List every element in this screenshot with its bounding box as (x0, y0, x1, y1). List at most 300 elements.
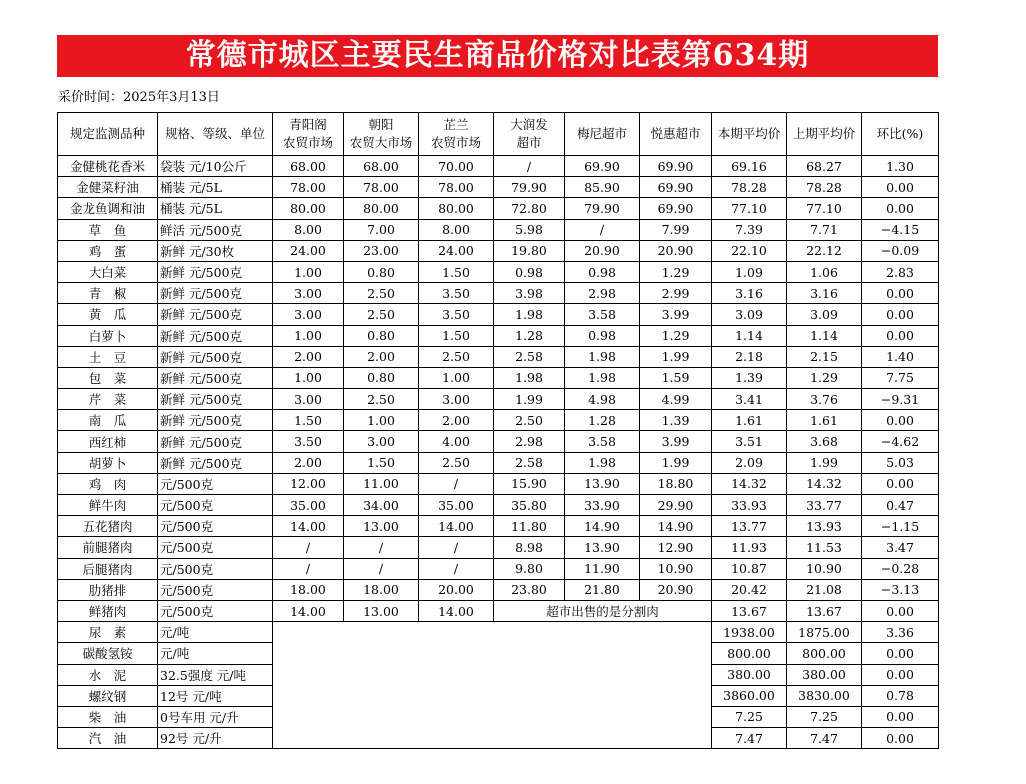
table-cell: 14.32 (787, 473, 862, 494)
column-header: 大润发 超市 (494, 113, 565, 156)
table-cell: 3.47 (862, 537, 939, 558)
table-cell: 68.00 (273, 156, 344, 177)
table-cell: 水 泥 (58, 664, 158, 685)
table-cell: 10.90 (640, 558, 712, 579)
table-cell: 1.06 (787, 261, 862, 282)
table-cell: 72.80 (494, 198, 565, 219)
table-cell: 桶装 元/5L (158, 198, 273, 219)
table-cell: 4.99 (640, 389, 712, 410)
table-row (58, 346, 939, 367)
table-cell: 柴 油 (58, 706, 158, 727)
table-cell: 3.16 (712, 283, 787, 304)
table-cell: 元/500克 (158, 495, 273, 516)
table-row (58, 431, 939, 452)
table-cell: 1.09 (712, 261, 787, 282)
table-cell: 13.00 (344, 516, 419, 537)
column-header: 规格、等级、单位 (158, 113, 273, 156)
table-cell: 78.00 (419, 177, 494, 198)
table-cell: 21.80 (565, 579, 640, 600)
table-cell: 金健桃花香米 (58, 156, 158, 177)
table-cell: 0.00 (862, 304, 939, 325)
table-cell: 金健菜籽油 (58, 177, 158, 198)
table-cell: ∕ (565, 219, 640, 240)
table-cell: 0.00 (862, 473, 939, 494)
table-cell: 3.68 (787, 431, 862, 452)
table-cell: 0.00 (862, 643, 939, 664)
table-cell: 11.53 (787, 537, 862, 558)
table-cell: 3.99 (640, 431, 712, 452)
table-cell: 800.00 (712, 643, 787, 664)
table-cell: 13.77 (712, 516, 787, 537)
table-cell: 2.58 (494, 452, 565, 473)
table-cell: 3.09 (787, 304, 862, 325)
table-cell: 1.00 (344, 410, 419, 431)
table-cell: 23.00 (344, 240, 419, 261)
table-cell: ∕ (344, 537, 419, 558)
table-cell: −9.31 (862, 389, 939, 410)
table-cell: 34.00 (344, 495, 419, 516)
table-cell: 33.93 (712, 495, 787, 516)
table-cell: 2.83 (862, 261, 939, 282)
table-cell: 2.00 (419, 410, 494, 431)
table-cell: 1.39 (640, 410, 712, 431)
table-row (58, 219, 939, 240)
table-cell: 1.30 (862, 156, 939, 177)
table-cell: 69.90 (640, 177, 712, 198)
table-cell: 新鲜 元/30枚 (158, 240, 273, 261)
table-cell: 80.00 (273, 198, 344, 219)
table-cell: 3.16 (787, 283, 862, 304)
table-cell: 11.93 (712, 537, 787, 558)
table-cell: 78.00 (273, 177, 344, 198)
table-cell: 2.98 (494, 431, 565, 452)
table-row (58, 495, 939, 516)
table-cell: 15.90 (494, 473, 565, 494)
table-cell: 2.50 (419, 452, 494, 473)
table-cell: 青 椒 (58, 283, 158, 304)
table-cell: 新鲜 元/500克 (158, 367, 273, 388)
table-cell: 1.14 (712, 325, 787, 346)
table-cell: 80.00 (344, 198, 419, 219)
blank-cell (273, 643, 712, 664)
table-cell: 1.59 (640, 367, 712, 388)
table-cell: 10.87 (712, 558, 787, 579)
table-cell: 77.10 (712, 198, 787, 219)
table-cell: 3.09 (712, 304, 787, 325)
table-row (58, 304, 939, 325)
table-cell: 20.90 (640, 579, 712, 600)
page-title: 常德市城区主要民生商品价格对比表第634期 (57, 35, 938, 77)
table-cell: 1.99 (787, 452, 862, 473)
table-row (58, 452, 939, 473)
table-cell: 79.90 (565, 198, 640, 219)
table-cell: 2.00 (273, 452, 344, 473)
table-cell: 1.50 (273, 410, 344, 431)
table-cell: −4.62 (862, 431, 939, 452)
table-cell: 3.00 (273, 283, 344, 304)
table-cell: 鸡 肉 (58, 473, 158, 494)
table-cell: 1.29 (640, 325, 712, 346)
blank-cell (273, 706, 712, 727)
table-cell: 尿 素 (58, 622, 158, 643)
table-row (58, 685, 939, 706)
table-cell: 2.99 (640, 283, 712, 304)
table-cell: 3.50 (273, 431, 344, 452)
table-cell: 3.00 (273, 304, 344, 325)
table-cell: 1.50 (419, 325, 494, 346)
table-cell: 92号 元/升 (158, 728, 273, 749)
table-cell: 0号车用 元/升 (158, 706, 273, 727)
table-cell: −0.09 (862, 240, 939, 261)
table-cell: 1.00 (273, 367, 344, 388)
table-cell: 3.50 (419, 283, 494, 304)
column-header: 上期平均价 (787, 113, 862, 156)
table-cell: 7.00 (344, 219, 419, 240)
table-cell: 7.25 (787, 706, 862, 727)
table-row (58, 177, 939, 198)
table-cell: −0.28 (862, 558, 939, 579)
table-cell: 12号 元/吨 (158, 685, 273, 706)
table-row (58, 728, 939, 749)
table-cell: 0.98 (494, 261, 565, 282)
table-cell: 22.10 (712, 240, 787, 261)
table-cell: 11.80 (494, 516, 565, 537)
table-cell: 新鲜 元/500克 (158, 261, 273, 282)
table-cell: 元/500克 (158, 537, 273, 558)
table-cell: 包 菜 (58, 367, 158, 388)
table-cell: 5.98 (494, 219, 565, 240)
table-cell: ∕ (273, 537, 344, 558)
table-cell: 14.00 (273, 600, 344, 621)
table-cell: 2.00 (273, 346, 344, 367)
table-cell: 32.5强度 元/吨 (158, 664, 273, 685)
table-cell: 3.41 (712, 389, 787, 410)
table-cell: 0.80 (344, 261, 419, 282)
table-row (58, 622, 939, 643)
table-cell: 1.29 (787, 367, 862, 388)
table-row (58, 389, 939, 410)
table-cell: 7.47 (712, 728, 787, 749)
table-row (58, 473, 939, 494)
table-cell: 元/500克 (158, 600, 273, 621)
table-cell: 0.00 (862, 177, 939, 198)
table-cell: 8.00 (273, 219, 344, 240)
table-cell: 4.00 (419, 431, 494, 452)
table-cell: 白萝卜 (58, 325, 158, 346)
table-cell: 1.99 (494, 389, 565, 410)
column-header: 青阳阁 农贸市场 (273, 113, 344, 156)
table-cell: 1938.00 (712, 622, 787, 643)
table-row (58, 261, 939, 282)
table-cell: 元/吨 (158, 622, 273, 643)
table-cell: 1.98 (565, 452, 640, 473)
table-cell: 22.12 (787, 240, 862, 261)
table-row (58, 579, 939, 600)
table-cell: 2.50 (344, 304, 419, 325)
table-cell: 南 瓜 (58, 410, 158, 431)
table-cell: 后腿猪肉 (58, 558, 158, 579)
table-cell: 桶装 元/5L (158, 177, 273, 198)
table-cell: 11.00 (344, 473, 419, 494)
table-cell: ∕ (273, 558, 344, 579)
table-cell: 汽 油 (58, 728, 158, 749)
table-cell: 五花猪肉 (58, 516, 158, 537)
table-row (58, 156, 939, 177)
table-row (58, 325, 939, 346)
table-cell: 68.00 (344, 156, 419, 177)
table-cell: 0.00 (862, 664, 939, 685)
table-cell: 18.80 (640, 473, 712, 494)
table-cell: −1.15 (862, 516, 939, 537)
table-cell: 0.00 (862, 706, 939, 727)
table-cell: 2.00 (344, 346, 419, 367)
table-cell: 1.99 (640, 452, 712, 473)
table-cell: 4.98 (565, 389, 640, 410)
table-cell: 13.00 (344, 600, 419, 621)
table-cell: 20.00 (419, 579, 494, 600)
table-cell: 9.80 (494, 558, 565, 579)
blank-cell (273, 622, 712, 643)
table-cell: 3.50 (419, 304, 494, 325)
table-cell: 1.50 (419, 261, 494, 282)
table-cell: 80.00 (419, 198, 494, 219)
table-cell: ∕ (344, 558, 419, 579)
table-cell: 0.00 (862, 728, 939, 749)
table-cell: 3.58 (565, 431, 640, 452)
table-cell: 8.00 (419, 219, 494, 240)
table-cell: 芹 菜 (58, 389, 158, 410)
table-cell: 5.03 (862, 452, 939, 473)
table-cell: 新鲜 元/500克 (158, 304, 273, 325)
table-cell: 380.00 (712, 664, 787, 685)
table-cell: 24.00 (419, 240, 494, 261)
table-cell: 1.40 (862, 346, 939, 367)
table-row (58, 706, 939, 727)
table-cell: 1875.00 (787, 622, 862, 643)
table-cell: 18.00 (344, 579, 419, 600)
table-cell: 13.67 (712, 600, 787, 621)
table-cell: 1.28 (565, 410, 640, 431)
table-cell: 新鲜 元/500克 (158, 325, 273, 346)
table-cell: 袋装 元/10公斤 (158, 156, 273, 177)
table-cell: 2.58 (494, 346, 565, 367)
table-cell: 1.98 (494, 367, 565, 388)
table-cell: 7.75 (862, 367, 939, 388)
table-cell: 新鲜 元/500克 (158, 283, 273, 304)
table-cell: 鸡 蛋 (58, 240, 158, 261)
table-cell: 1.61 (712, 410, 787, 431)
table-cell: 0.98 (565, 325, 640, 346)
table-row (58, 367, 939, 388)
table-cell: 23.80 (494, 579, 565, 600)
table-cell: 3830.00 (787, 685, 862, 706)
table-cell: 12.90 (640, 537, 712, 558)
table-cell: 14.32 (712, 473, 787, 494)
table-cell: 11.90 (565, 558, 640, 579)
table-cell: 7.25 (712, 706, 787, 727)
table-row (58, 558, 939, 579)
table-cell: 3.00 (273, 389, 344, 410)
table-cell: 2.98 (565, 283, 640, 304)
table-cell: 2.50 (344, 389, 419, 410)
table-cell: 0.00 (862, 198, 939, 219)
table-cell: 前腿猪肉 (58, 537, 158, 558)
table-cell: 77.10 (787, 198, 862, 219)
table-cell: 70.00 (419, 156, 494, 177)
table-cell: 0.78 (862, 685, 939, 706)
table-cell: 13.90 (565, 473, 640, 494)
table-cell: 新鲜 元/500克 (158, 431, 273, 452)
table-cell: 2.15 (787, 346, 862, 367)
table-cell: 19.80 (494, 240, 565, 261)
column-header: 梅尼超市 (565, 113, 640, 156)
table-cell: ∕ (494, 156, 565, 177)
table-cell: 21.08 (787, 579, 862, 600)
table-cell: 3.99 (640, 304, 712, 325)
table-cell: 79.90 (494, 177, 565, 198)
column-header: 规定监测品种 (58, 113, 158, 156)
table-cell: 1.29 (640, 261, 712, 282)
table-cell: 33.77 (787, 495, 862, 516)
table-cell: 35.00 (273, 495, 344, 516)
blank-cell (273, 664, 712, 685)
table-row (58, 198, 939, 219)
table-cell: 0.00 (862, 325, 939, 346)
table-cell: 3860.00 (712, 685, 787, 706)
table-cell: 新鲜 元/500克 (158, 410, 273, 431)
column-header: 朝阳 农贸大市场 (344, 113, 419, 156)
table-cell: 鲜活 元/500克 (158, 219, 273, 240)
table-cell: 13.67 (787, 600, 862, 621)
table-cell: 14.00 (419, 516, 494, 537)
table-cell: −4.15 (862, 219, 939, 240)
column-header: 环比(%) (862, 113, 939, 156)
table-row (58, 410, 939, 431)
table-cell: 3.51 (712, 431, 787, 452)
table-cell: 2.50 (494, 410, 565, 431)
table-cell: 螺纹钢 (58, 685, 158, 706)
table-cell: 35.80 (494, 495, 565, 516)
table-cell: 18.00 (273, 579, 344, 600)
table-cell: 元/500克 (158, 579, 273, 600)
table-row (58, 600, 939, 621)
table-cell: 13.93 (787, 516, 862, 537)
table-cell: 14.00 (419, 600, 494, 621)
table-cell: 69.16 (712, 156, 787, 177)
table-cell: 1.14 (787, 325, 862, 346)
table-cell: 3.98 (494, 283, 565, 304)
table-cell: 0.00 (862, 600, 939, 621)
table-cell: 3.00 (344, 431, 419, 452)
table-cell: 1.50 (344, 452, 419, 473)
table-cell: 800.00 (787, 643, 862, 664)
table-cell: 0.47 (862, 495, 939, 516)
table-cell: 69.90 (640, 198, 712, 219)
table-cell: 超市出售的是分割肉 (494, 600, 712, 621)
table-cell: 13.90 (565, 537, 640, 558)
table-cell: 鲜猪肉 (58, 600, 158, 621)
table-cell: 20.42 (712, 579, 787, 600)
table-cell: 78.00 (344, 177, 419, 198)
table-row (58, 664, 939, 685)
table-row (58, 643, 939, 664)
table-cell: ∕ (419, 558, 494, 579)
table-cell: 新鲜 元/500克 (158, 452, 273, 473)
price-table (57, 112, 939, 749)
table-cell: 0.00 (862, 410, 939, 431)
table-row (58, 240, 939, 261)
table-cell: 元/500克 (158, 558, 273, 579)
table-cell: 1.98 (565, 346, 640, 367)
table-cell: 2.18 (712, 346, 787, 367)
table-cell: 85.90 (565, 177, 640, 198)
table-cell: 1.99 (640, 346, 712, 367)
table-cell: 7.99 (640, 219, 712, 240)
table-cell: 7.39 (712, 219, 787, 240)
table-row (58, 283, 939, 304)
table-cell: 1.28 (494, 325, 565, 346)
table-cell: 大白菜 (58, 261, 158, 282)
table-cell: 7.47 (787, 728, 862, 749)
table-cell: 新鲜 元/500克 (158, 346, 273, 367)
table-row (58, 537, 939, 558)
table-cell: 元/吨 (158, 643, 273, 664)
table-cell: 新鲜 元/500克 (158, 389, 273, 410)
table-cell: 14.00 (273, 516, 344, 537)
table-cell: 0.98 (565, 261, 640, 282)
table-cell: 2.50 (344, 283, 419, 304)
table-cell: 1.39 (712, 367, 787, 388)
table-cell: 68.27 (787, 156, 862, 177)
table-cell: 20.90 (565, 240, 640, 261)
table-cell: 1.00 (419, 367, 494, 388)
table-cell: 3.76 (787, 389, 862, 410)
table-cell: 1.98 (565, 367, 640, 388)
table-cell: 西红柿 (58, 431, 158, 452)
table-cell: 0.80 (344, 367, 419, 388)
table-cell: 土 豆 (58, 346, 158, 367)
blank-cell (273, 685, 712, 706)
table-cell: 胡萝卜 (58, 452, 158, 473)
table-cell: 1.00 (273, 325, 344, 346)
table-cell: 鲜牛肉 (58, 495, 158, 516)
table-cell: 78.28 (712, 177, 787, 198)
table-cell: 黄 瓜 (58, 304, 158, 325)
table-cell: 69.90 (640, 156, 712, 177)
table-cell: 1.98 (494, 304, 565, 325)
table-cell: 金龙鱼调和油 (58, 198, 158, 219)
table-row (58, 516, 939, 537)
table-cell: ∕ (419, 537, 494, 558)
column-header: 芷兰 农贸市场 (419, 113, 494, 156)
table-cell: 肋猪排 (58, 579, 158, 600)
table-cell: 69.90 (565, 156, 640, 177)
table-cell: 1.00 (273, 261, 344, 282)
collection-date: 采价时间：2025年3月13日 (58, 90, 220, 105)
table-cell: 10.90 (787, 558, 862, 579)
table-cell: 元/500克 (158, 473, 273, 494)
table-cell: 7.71 (787, 219, 862, 240)
table-cell: 1.61 (787, 410, 862, 431)
blank-cell (273, 728, 712, 749)
table-cell: 33.90 (565, 495, 640, 516)
table-cell: 20.90 (640, 240, 712, 261)
table-cell: 3.36 (862, 622, 939, 643)
table-cell: 12.00 (273, 473, 344, 494)
table-cell: 380.00 (787, 664, 862, 685)
table-cell: 3.58 (565, 304, 640, 325)
table-cell: 草 鱼 (58, 219, 158, 240)
